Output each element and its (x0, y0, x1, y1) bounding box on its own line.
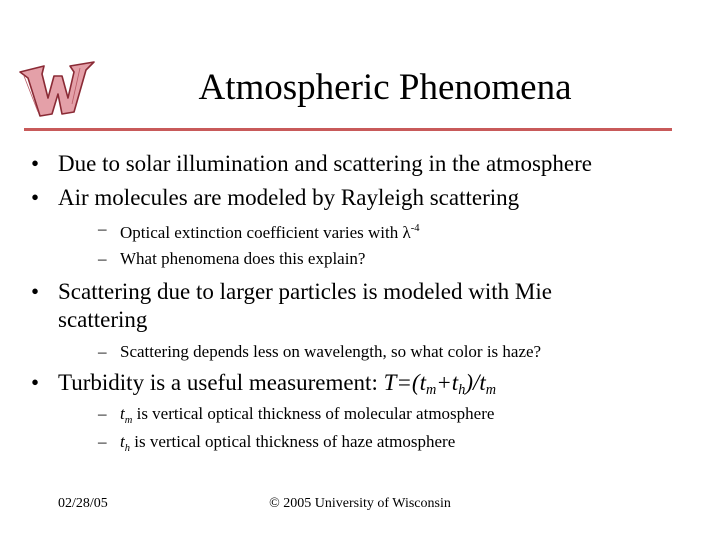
sub-bullet-text: What phenomena does this explain? (120, 249, 366, 268)
lambda-symbol: λ (402, 223, 411, 242)
bullet-marker: • (31, 370, 40, 395)
bullet-marker: • (31, 185, 40, 210)
sub-bullet-text: is vertical optical thickness of haze atmosphere (130, 432, 456, 451)
bullet-1 (31, 150, 678, 178)
slide-title: Atmospheric Phenomena (198, 67, 572, 108)
bullet-marker: • (31, 151, 40, 176)
symbol-t: t (120, 432, 125, 451)
university-logo (14, 52, 98, 122)
sub-bullet-4a (98, 403, 680, 432)
turbidity-formula: $T=(t_m+t_h)/t_m$ (383, 370, 497, 398)
footer-date: 02/28/05 (58, 496, 108, 511)
sub-bullet-text: Optical extinction coefficient varies with (120, 223, 403, 242)
dash-marker: – (98, 219, 107, 238)
bullet-text: Due to solar illumination and scattering in the atmosphere (58, 151, 592, 176)
symbol-index: h (124, 443, 130, 454)
title-underline (24, 128, 672, 131)
bullet-2 (31, 184, 678, 212)
dash-marker: – (98, 432, 107, 451)
bullet-4 (31, 369, 678, 404)
bullet-text-line-1: Scattering due to larger particles is modeled with Mie (58, 279, 552, 304)
bullet-marker: • (31, 279, 40, 304)
sub-bullet-3a (98, 341, 680, 363)
sub-bullet-4b (98, 431, 680, 460)
symbol-t: t (120, 404, 125, 423)
lambda-exponent: -4 (410, 223, 420, 234)
dash-marker: – (98, 342, 107, 361)
bullet-text: Air molecules are modeled by Rayleigh scattering (58, 185, 520, 210)
dash-marker: – (98, 404, 107, 423)
bullet-text-line-2: scattering (58, 307, 148, 332)
dash-marker: – (98, 249, 107, 268)
bullet-text: Turbidity is a useful measurement: (58, 370, 384, 395)
sub-bullet-text: Scattering depends less on wavelength, so what color is haze? (120, 342, 542, 361)
footer-copyright: © 2005 University of Wisconsin (269, 496, 451, 511)
sub-bullet-2b (98, 248, 680, 270)
sub-bullet-text: is vertical optical thickness of molecular atmosphere (132, 404, 495, 423)
sub-bullet-2a (98, 218, 680, 244)
symbol-index: m (124, 415, 133, 426)
bullet-3 (31, 278, 678, 334)
